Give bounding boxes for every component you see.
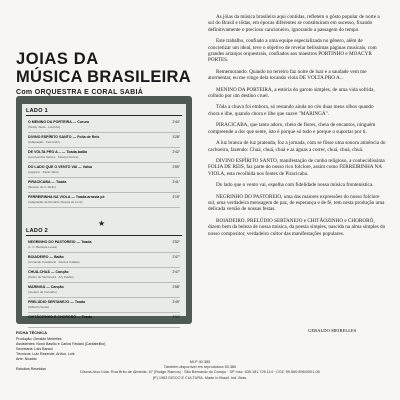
- side-2-label: LADO 2: [26, 228, 48, 234]
- track-title: O MENINO DA PORTEIRA — Cururu: [28, 120, 90, 124]
- track-row: [28, 150, 180, 163]
- side-2-rule: [26, 235, 182, 236]
- track-row: [28, 240, 180, 253]
- tech-line: Técnicos: Luiz Rezende, Arthur, Luís: [16, 352, 75, 356]
- catalog-alt: Também disponível em reprodutora 50.380: [163, 365, 237, 370]
- liner-paragraph: Tôda a chuva foi embora, só restando ainda no céu duas meus olhos quando chora e ilhe, quando chora e ilhe que suave "MARINGÁ".: [208, 104, 374, 117]
- track-duration: 2'47": [172, 255, 180, 259]
- track-duration: 3'28": [172, 135, 180, 139]
- track-credit: (Agripino · Paulo Taba): [28, 170, 59, 174]
- track-title: DIVINO ESPÍRITO SANTO — Folia de Reis: [28, 135, 100, 139]
- tracklist-panel: [16, 96, 192, 324]
- track-credit: (Serrinha · Athos Campos): [28, 320, 64, 324]
- track-credit: (L. C. Barbosa Lessa): [28, 245, 58, 249]
- star-icon: ★: [98, 219, 106, 228]
- track-credit: (Lourival dos Santos · Moacyr Portes): [28, 155, 79, 159]
- track-title: PRELÚDIO SERTANEJO — Toada: [28, 300, 86, 304]
- tech-heading: FICHA TÉCNICA: [16, 330, 47, 335]
- liner-paragraph: MENINO DA PORTEIRA, a estória do garoto simples, de uma vida sofrida, colhido por um destino cruel.: [208, 86, 375, 100]
- track-duration: 2'59": [172, 165, 180, 169]
- track-duration: 2'19": [172, 195, 180, 199]
- track-row: [28, 255, 180, 268]
- track-credit: (Adaptação · Fernando): [28, 140, 60, 144]
- track-credit: (Armando Cavalcanti · Klécius Caldas): [28, 260, 80, 264]
- track-duration: 2'44": [172, 120, 180, 124]
- liner-paragraph: Do lado que o vento vai, espelha com fidelidade nossa música frontenistica.: [216, 182, 374, 189]
- track-row: [28, 180, 180, 193]
- track-duration: 2'34": [172, 315, 180, 319]
- track-title: DO LADO QUE O VENTO VAI — Valsa: [28, 165, 92, 169]
- track-credit: (Newton de A. Mello): [28, 185, 56, 189]
- track-credit: (Teddy Vieira · Luizinho): [28, 125, 61, 129]
- side-1-rule: [26, 115, 182, 116]
- track-title: CHUÁ-CHUÁ — Canção: [28, 270, 69, 274]
- title-subtitle: Com ORQUESTRA E CORAL SABIÁ: [16, 89, 144, 96]
- album-title: [16, 50, 194, 96]
- tech-line: Produção: Geraldo Meirelles: [16, 337, 62, 341]
- track-row: [28, 120, 180, 133]
- track-row: [28, 285, 180, 298]
- track-row: [28, 135, 180, 148]
- track-credit: (Adaptação de Ronaldo Taveira de Lima): [28, 200, 83, 204]
- tech-line: Estudios Reunidos: [16, 367, 46, 371]
- liner-paragraph: A luz branca de luz prateada, foz a jornada, com se fôsse uma sonora atinência do cachoeira, fazendo: Chuá, chuá, chuá e as águas a correr, chuá, chuá, chuá.: [208, 140, 386, 153]
- track-title: PIRACICABA — Toada: [28, 180, 67, 184]
- liner-paragraph: Este trabalho, confiado a uma equipe especializada no gênero, além de concretizar um ideal, teve o objetivo de revelar belíssimas páginas musicais, com grandes arranjos orquestrais, confiados aos maestros PORTINHO e MOACYR PORTES.: [208, 38, 377, 64]
- footer: [0, 360, 400, 381]
- track-duration: 2'42": [172, 150, 180, 154]
- track-duration: 2'49": [172, 300, 180, 304]
- track-duration: 2'58": [172, 285, 180, 289]
- side-1-label: LADO 1: [26, 108, 48, 114]
- title-line-2: MÚSICA BRASILEIRA: [16, 68, 191, 86]
- tech-line: Secretaria: Laís Barani: [16, 347, 53, 351]
- track-row: [28, 195, 180, 208]
- track-credit: (Pedro de Sá Pereira · Ary Pavão): [28, 275, 74, 279]
- track-title: NEGRINHO DO PASTOREIO — Toada: [28, 240, 92, 244]
- track-duration: 2'52": [172, 240, 180, 244]
- track-title: FERREIRINHA NA VIOLA — Toada-arrasta pé: [28, 195, 105, 199]
- track-row: [28, 300, 180, 313]
- track-title: MARINGÁ — Canção: [28, 285, 64, 289]
- liner-paragraph: As jóias da música brasileira aqui contidas, refletem o gôsto popular de norte a sul do Brasil e tôdas, em épocas diferentes se constituíram em sucesso, fixando definitivamente o precioso cancioneiro, ignorando a passagem do tempo.: [208, 14, 380, 33]
- liner-notes: [208, 14, 386, 242]
- liner-paragraph: NEGRINHO DO PASTOREIO, uma das maiores expressões do nosso folclore sul, uma verdadeira mensagem de paz, de esperança e de fé, tem nesta produção uma delicada versão de nossas festas.: [208, 193, 385, 213]
- track-row: [28, 165, 180, 178]
- catalog-number: MLP 40.380: [189, 360, 211, 364]
- liner-paragraph: Rememorando. Quando no terreiro faz noite de luar e a saudade vem me atormentar, eu me vingo dela tocando viola DE VOLTA PRO A...: [208, 68, 367, 82]
- liner-paragraph: PIRACICABA, que tanto adoro, cheio de flores, cheia de encantos, ninguém compreende a dor que sente, isto é porque só tudo e porque o suportar por ti.: [208, 122, 376, 135]
- liner-author: GERALDO MEIRELLES: [308, 328, 357, 333]
- track-title: BOIADEIRO — Baião: [28, 255, 64, 259]
- track-credit: (Joubert de Carvalho): [28, 290, 58, 294]
- track-duration: 2'47": [172, 270, 180, 274]
- tech-line: Arte: Nivaldo: [16, 357, 37, 361]
- tracklist-inner: [22, 104, 186, 324]
- track-title: CHITÃOZINHO E CHORORÓ — Toada: [28, 315, 93, 319]
- track-row: [28, 315, 180, 328]
- liner-paragraph: DIVINO ESPÍRITO SANTO, manifestação de cunho religioso, a conhecidíssima FOLIA DE REIS, faz parte do nosso rico folclore, assim como FERREIRINHA NA VIOLA, esta recolhida nos fontes de Piracicaba.: [208, 157, 385, 177]
- track-row: [28, 270, 180, 283]
- liner-paragraph: BOIADEIRO, PRELÚDIO SERTANEJO e CHITÃOZINHO e CHORORÓ, dizem bem da beleza de nossa música, da poesia simples, nascida na alma simples do nosso compositor, verdadeiro cultor das manifestações populares.: [208, 217, 386, 237]
- tech-line: Assistentes: Nonô Basílio e Carlos Faviani (Cantabrilho): [16, 342, 106, 346]
- title-line-1: JOIAS DA: [16, 50, 99, 68]
- copyright-line: (P) 1983 DISCO E CULTURA. Made in Brazil. Ind. Bras.: [152, 375, 248, 380]
- track-duration: 2'41": [172, 180, 180, 184]
- publisher-line: Discos Arco Ltda. Rua Brito de Almeida, 67 (Rudge Ramos) · São Bernardo do Campo · SP Insc. 635.181.726.114 · CGC 59.560.896/0001-06: [80, 370, 320, 375]
- track-credit: (Gilberto Souto): [28, 305, 50, 309]
- track-title: DE VOLTA PRO A... — Toada-baião: [28, 150, 88, 154]
